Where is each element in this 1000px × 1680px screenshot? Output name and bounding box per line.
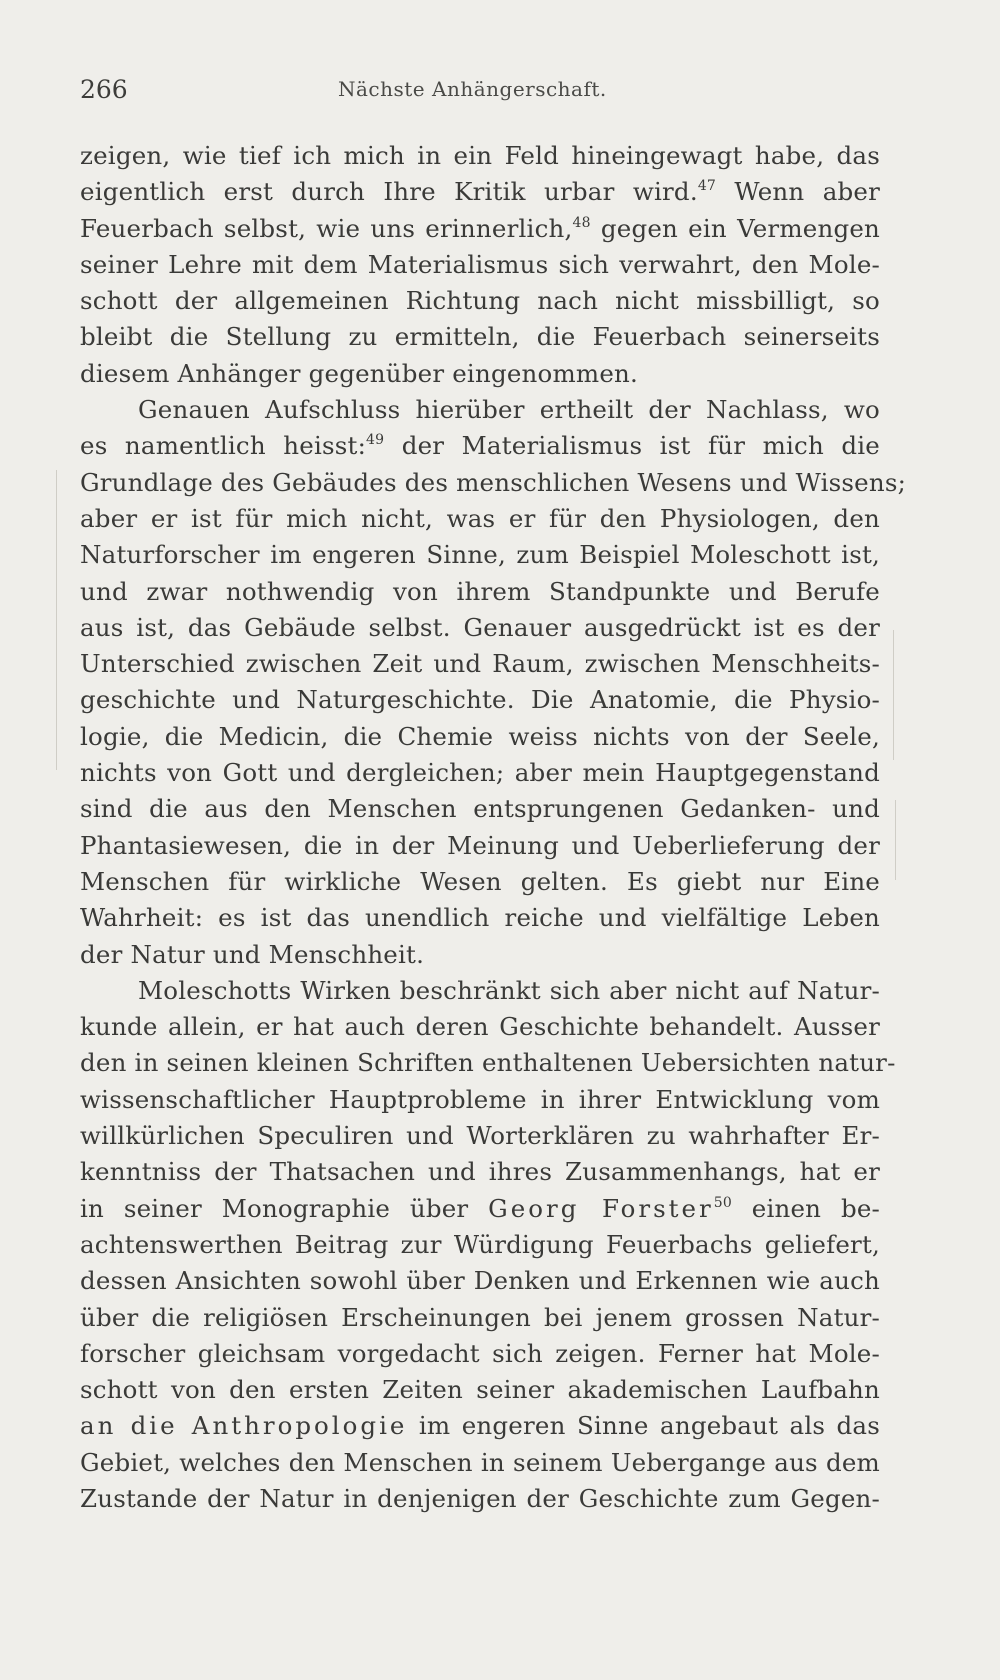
text-segment: aus ist, das Gebäude selbst. Genauer ausgedrückt ist es der [80, 612, 880, 642]
text-line [80, 138, 880, 174]
text-line [80, 646, 880, 682]
text-segment: schott von den ersten Zeiten seiner akademischen Laufbahn [80, 1375, 880, 1405]
text-line [80, 1263, 880, 1299]
spaced-emphasis: an die Anthropologie [80, 1411, 408, 1441]
text-line [80, 174, 880, 210]
text-segment: Wenn aber [716, 177, 880, 207]
text-line [80, 682, 880, 718]
text-line [80, 755, 880, 791]
text-line [80, 937, 880, 973]
text-segment: einen be- [731, 1193, 881, 1223]
text-line [80, 864, 880, 900]
text-segment: in seiner Monographie über [80, 1193, 489, 1223]
text-segment: Naturforscher im engeren Sinne, zum Beispiel Moleschott ist, [80, 540, 880, 570]
text-segment: logie, die Medicin, die Chemie weiss nichts von der Seele, [80, 721, 880, 751]
text-line [80, 574, 880, 610]
text-segment: es namentlich heisst: [80, 431, 367, 461]
text-line [80, 1300, 880, 1336]
text-segment: wissenschaftlicher Hauptprobleme in ihrer Entwicklung vom [80, 1084, 880, 1114]
body-text [80, 138, 907, 1517]
text-line [80, 1227, 880, 1263]
footnote-marker[interactable]: 50 [713, 1194, 732, 1211]
text-line [80, 610, 880, 646]
footnote-marker[interactable]: 47 [697, 178, 717, 195]
text-segment: nichts von Gott und dergleichen; aber mein Hauptgegenstand [80, 758, 880, 788]
text-segment: Unterschied zwischen Zeit und Raum, zwischen Menschheits- [80, 649, 880, 679]
page-header [80, 75, 880, 115]
text-segment: Menschen für wirkliche Wesen gelten. Es giebt nur Eine [80, 866, 880, 896]
margin-mark-right-lower [895, 800, 896, 880]
text-segment: aber er ist für mich nicht, was er für den Physiologen, den [80, 503, 880, 533]
text-line [80, 719, 880, 755]
text-segment: Zustande der Natur in denjenigen der Geschichte zum Gegen- [80, 1483, 880, 1513]
text-line [80, 1191, 880, 1227]
text-segment: über die religiösen Erscheinungen bei jenem grossen Natur- [80, 1302, 880, 1332]
text-segment: achtenswerthen Beitrag zur Würdigung Feuerbachs geliefert, [80, 1229, 880, 1259]
text-segment: und zwar nothwendig von ihrem Standpunkte und Berufe [80, 576, 880, 606]
text-segment: gegen ein Vermengen [590, 213, 881, 243]
text-line [80, 1445, 880, 1481]
text-line [80, 537, 880, 573]
text-segment: den in seinen kleinen Schriften enthaltenen Uebersichten natur- [80, 1048, 896, 1078]
text-segment: Wahrheit: es ist das unendlich reiche und vielfältige Leben [80, 903, 880, 933]
text-segment: Phantasiewesen, die in der Meinung und Ueberlieferung der [80, 830, 880, 860]
text-line [80, 1481, 880, 1517]
text-line [80, 1009, 880, 1045]
text-line [80, 428, 880, 464]
text-segment: der Materialismus ist für mich die [384, 431, 880, 461]
text-segment: im engeren Sinne angebaut als das [407, 1411, 881, 1441]
text-line [80, 1372, 880, 1408]
margin-mark-right [893, 630, 894, 760]
page-number: 266 [80, 75, 128, 104]
text-line [80, 392, 880, 428]
text-line [80, 1118, 880, 1154]
text-segment: Feuerbach selbst, wie uns erinnerlich, [80, 213, 573, 243]
text-line [80, 1154, 880, 1190]
text-segment: diesem Anhänger gegenüber eingenommen. [80, 358, 638, 388]
text-segment: zeigen, wie tief ich mich in ein Feld hineingewagt habe, das [80, 141, 880, 170]
text-line [80, 1408, 880, 1444]
running-head: Nächste Anhängerschaft. [338, 77, 607, 101]
text-segment: sind die aus den Menschen entsprungenen Gedanken- und [80, 794, 880, 824]
text-line [80, 319, 880, 355]
text-segment: eigentlich erst durch Ihre Kritik urbar wird. [80, 177, 698, 207]
text-line [80, 791, 880, 827]
text-segment: der Natur und Menschheit. [80, 939, 425, 969]
text-segment: Gebiet, welches den Menschen in seinem Uebergange aus dem [80, 1447, 880, 1477]
text-line [80, 283, 880, 319]
text-line [80, 1336, 880, 1372]
footnote-marker[interactable]: 48 [572, 214, 591, 231]
spaced-emphasis: Georg Forster [488, 1193, 714, 1223]
text-segment: Moleschotts Wirken beschränkt sich aber nicht auf Natur- [138, 975, 880, 1005]
text-segment: Genauen Aufschluss hierüber ertheilt der Nachlass, wo [138, 395, 880, 425]
text-line [80, 247, 880, 283]
text-segment: kunde allein, er hat auch deren Geschichte behandelt. Ausser [80, 1012, 880, 1042]
text-line [80, 465, 907, 501]
text-line [80, 973, 880, 1009]
text-segment: willkürlichen Speculiren und Worterklären zu wahrhafter Er- [80, 1121, 880, 1151]
text-line [80, 356, 880, 392]
text-line [80, 828, 880, 864]
text-line [80, 1082, 880, 1118]
footnote-marker[interactable]: 49 [366, 432, 385, 449]
text-segment: kenntniss der Thatsachen und ihres Zusammenhangs, hat er [80, 1157, 880, 1187]
text-segment: dessen Ansichten sowohl über Denken und Erkennen wie auch [80, 1266, 880, 1296]
text-line [80, 211, 880, 247]
text-line [80, 900, 880, 936]
text-segment: geschichte und Naturgeschichte. Die Anatomie, die Physio- [80, 685, 880, 715]
margin-mark-left [56, 470, 57, 770]
text-segment: seiner Lehre mit dem Materialismus sich verwahrt, den Mole- [80, 249, 880, 279]
text-line [80, 1045, 896, 1081]
text-segment: Grundlage des Gebäudes des menschlichen Wesens und Wissens; [80, 467, 907, 497]
text-segment: forscher gleichsam vorgedacht sich zeigen. Ferner hat Mole- [80, 1338, 880, 1368]
text-segment: bleibt die Stellung zu ermitteln, die Feuerbach seinerseits [80, 322, 880, 352]
text-segment: schott der allgemeinen Richtung nach nicht missbilligt, so [80, 286, 880, 316]
text-line [80, 501, 880, 537]
